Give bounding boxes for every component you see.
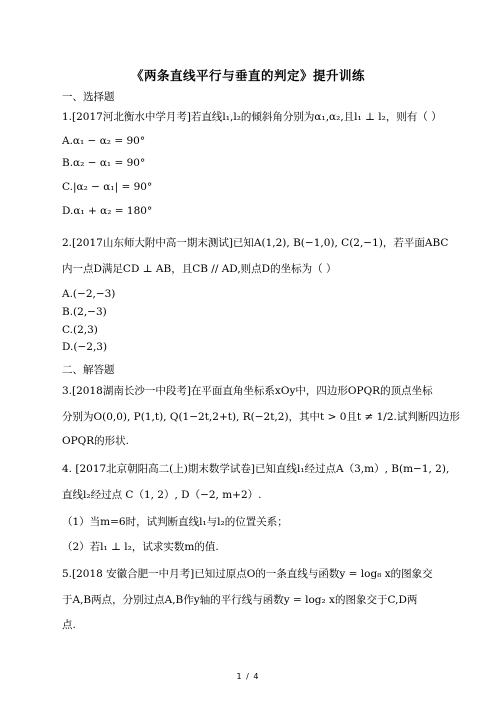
question-5-line-3: 点. [62,619,76,631]
section-heading-answer: 二、解答题 [62,364,115,376]
question-3-line-1: 3.[2018湖南长沙一中段考]在平面直角坐标系xOy中，四边形OPQR的顶点坐标 [62,385,433,397]
document-title: 《两条直线平行与垂直的判定》提升训练 [130,68,365,83]
question-1-option-b: B.α₂ − α₁ = 90° [62,157,146,169]
question-4-line-2: 直线l₂经过点 C（1, 2）, D（−2, m+2）. [62,489,262,501]
question-1-option-d: D.α₁ + α₂ = 180° [62,205,153,217]
question-4-part-1: （1）当m=6时，试判断直线l₁与l₂的位置关系； [62,516,288,528]
question-3-line-3: OPQR的形状. [62,435,130,447]
question-2-option-a: A.(−2,−3) [62,288,116,300]
page-number: 1 / 4 [236,672,260,681]
question-5-line-2: 于A,B两点，分别过点A,B作y轴的平行线与函数y = log₂ x的图象交于C,D两 [62,594,418,606]
question-2-option-d: D.(−2,3) [62,341,108,353]
question-2-stem-line-1: 2.[2017山东师大附中高一期末测试]已知A(1,2), B(−1,0), C(2,−1)，若平面ABC [62,237,449,249]
question-3-line-2: 分别为O(0,0), P(1,t), Q(1−2t,2+t), R(−2t,2)，其中t > 0且t ≠ 1/2.试判断四边形 [62,411,460,423]
question-1-stem: 1.[2017河北衡水中学月考]若直线l₁,l₂的倾斜角分别为α₁,α₂,且l₁ ⊥ l₂，则有（ ） [62,111,442,123]
question-1-option-c: C.|α₂ − α₁| = 90° [62,181,153,193]
question-4-part-2: （2）若l₁ ⊥ l₂，试求实数m的值. [62,541,219,553]
question-2-option-b: B.(2,−3) [62,306,107,318]
question-2-stem-line-2: 内一点D满足CD ⊥ AB，且CB // AD,则点D的坐标为（ ） [62,263,337,275]
section-heading-choice: 一、选择题 [62,91,115,103]
question-2-option-c: C.(2,3) [62,324,98,336]
question-4-line-1: 4. [2017北京朝阳高二(上)期末数学试卷]已知直线l₁经过点A（3,m）, B(m−1, 2), [62,463,450,475]
question-1-option-a: A.α₁ − α₂ = 90° [62,135,146,147]
question-5-line-1: 5.[2018 安徽合肥一中月考]已知过原点O的一条直线与函数y = log₈ x的图象交 [62,568,433,580]
